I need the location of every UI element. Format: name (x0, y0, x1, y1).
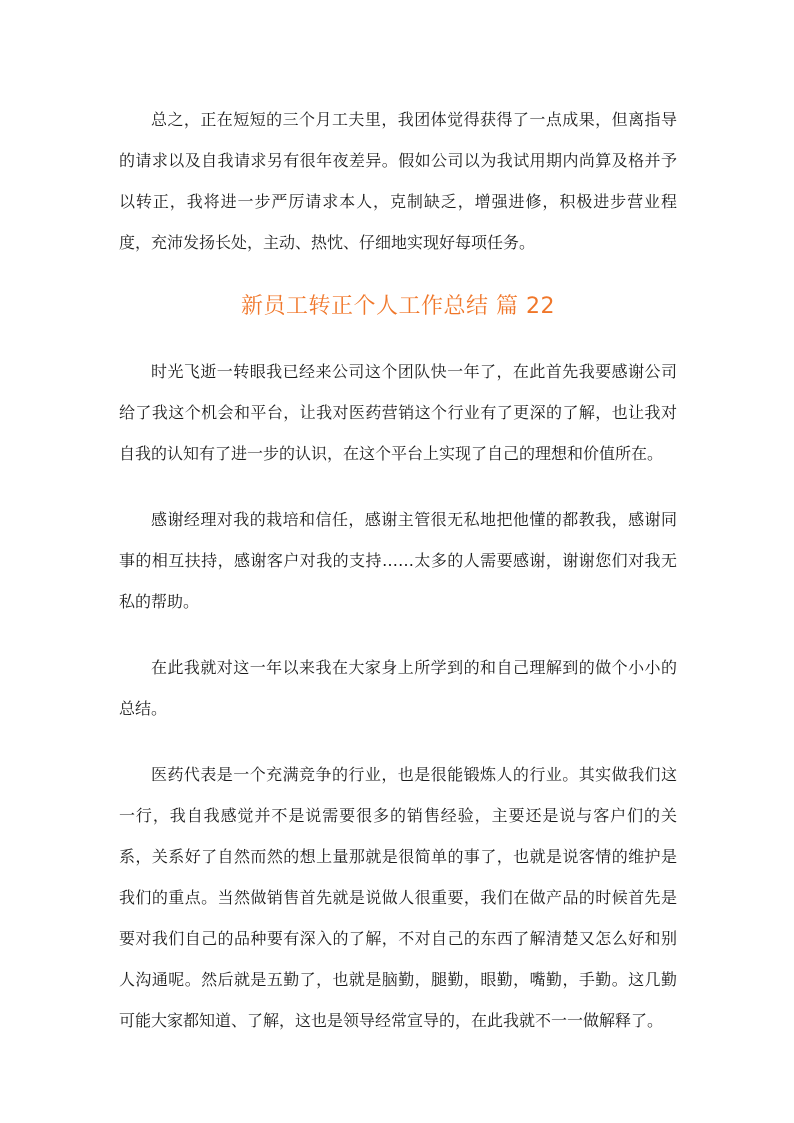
body-paragraph: 时光飞逝一转眼我已经来公司这个团队快一年了，在此首先我要感谢公司给了我这个机会和平台，让我对医药营销这个行业有了更深的了解，也让我对自我的认知有了进一步的认识，在这个平台上实现了自己的理想和价值所在。 (119, 362, 677, 463)
document-body (119, 99, 677, 1041)
body-paragraph: 医药代表是一个充满竞争的行业，也是很能锻炼人的行业。其实做我们这一行，我自我感觉并不是说需要很多的销售经验，主要还是说与客户们的关系，关系好了自然而然的想上量那就是很简单的事了，也就是说客情的维护是我们的重点。当然做销售首先就是说做人很重要，我们在做产品的时候首先是要对我们自己的品种要有深入的了解，不对自己的东西了解清楚又怎么好和别人沟通呢。然后就是五勤了，也就是脑勤，腿勤，眼勤，嘴勤，手勤。这几勤可能大家都知道、了解，这也是领导经常宣导的，在此我就不一一做解释了。 (119, 765, 677, 1030)
section-title: 新员工转正个人工作总结 篇 22 (241, 294, 555, 319)
intro-paragraph: 总之，正在短短的三个月工夫里，我团体觉得获得了一点成果，但离指导的请求以及自我请求另有很年夜差异。假如公司以为我试用期内尚算及格并予以转正，我将进一步严厉请求本人，克制缺乏，增强进修，积极进步营业程度，充沛发扬长处，主动、热忱、仔细地实现好每项任务。 (119, 110, 677, 252)
body-paragraph: 感谢经理对我的栽培和信任，感谢主管很无私地把他懂的都教我，感谢同事的相互扶持，感谢客户对我的支持……太多的人需要感谢，谢谢您们对我无私的帮助。 (119, 510, 677, 611)
body-paragraph: 在此我就对这一年以来我在大家身上所学到的和自己理解到的做个小小的总结。 (119, 658, 677, 718)
